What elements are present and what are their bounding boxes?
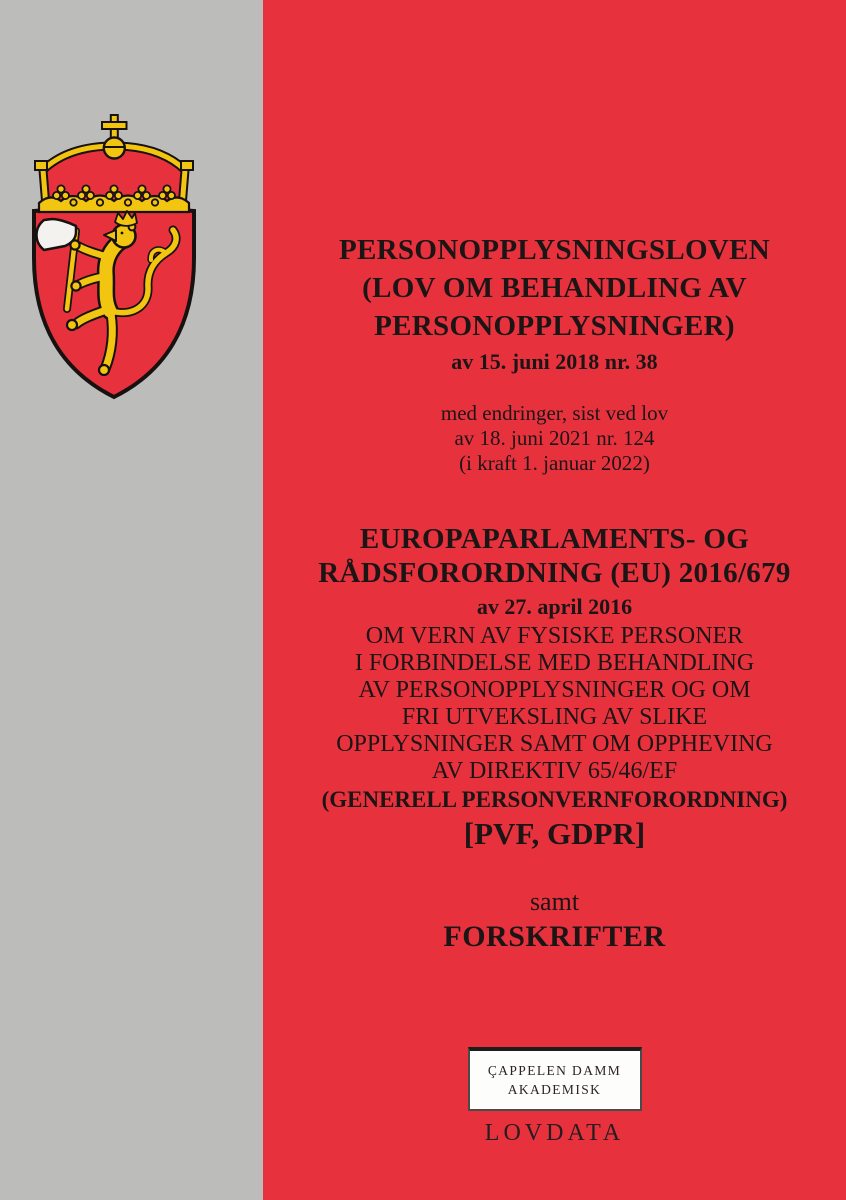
publisher-logo-box bbox=[468, 1047, 642, 1111]
publisher-logo-line-2: AKADEMISK bbox=[507, 1082, 602, 1097]
regulation-date-line: av 27. april 2016 bbox=[476, 594, 633, 619]
publisher-logo-line-1: ÇAPPELEN DAMM bbox=[487, 1063, 622, 1078]
amendment-line-1: med endringer, sist ved lov bbox=[440, 401, 669, 425]
addendum-block bbox=[263, 886, 846, 956]
regulation-heading-line-1: EUROPAPARLAMENTS- OG bbox=[359, 523, 750, 555]
red-cover-panel bbox=[263, 0, 846, 1200]
regulation-body-line-5: OPPLYSNINGER SAMT OM OPPHEVING bbox=[336, 731, 773, 757]
law-date-line: av 15. juni 2018 nr. 38 bbox=[451, 349, 658, 374]
regulation-body-line-2: I FORBINDELSE MED BEHANDLING bbox=[354, 650, 755, 676]
cover-title-line-1: PERSONOPPLYSNINGSLOVEN bbox=[339, 234, 770, 266]
regulation-abbreviation: [PVF, GDPR] bbox=[463, 816, 646, 851]
regulation-block bbox=[263, 522, 846, 853]
lovdata-logo: LOVDATA bbox=[484, 1120, 625, 1146]
norway-coat-of-arms bbox=[31, 110, 197, 400]
amendment-block bbox=[263, 401, 846, 476]
regulation-body-line-6: AV DIREKTIV 65/46/EF bbox=[431, 758, 678, 784]
addendum-title: FORSKRIFTER bbox=[443, 920, 666, 953]
title-block bbox=[263, 231, 846, 378]
cover-title-line-2: (LOV OM BEHANDLING AV bbox=[362, 272, 747, 304]
amendment-line-2: av 18. juni 2021 nr. 124 bbox=[454, 426, 655, 450]
addendum-connector: samt bbox=[529, 887, 580, 916]
regulation-heading-line-2: RÅDSFORORDNING (EU) 2016/679 bbox=[318, 557, 791, 589]
regulation-body-line-1: OM VERN AV FYSISKE PERSONER bbox=[365, 623, 744, 649]
cover-title-line-3: PERSONOPPLYSNINGER) bbox=[374, 310, 735, 342]
regulation-body-line-3: AV PERSONOPPLYSNINGER OG OM bbox=[358, 677, 751, 703]
regulation-parenthetical: (GENERELL PERSONVERNFORORDNING) bbox=[321, 787, 788, 812]
amendment-line-3: (i kraft 1. januar 2022) bbox=[459, 451, 650, 475]
regulation-body-line-4: FRI UTVEKSLING AV SLIKE bbox=[401, 704, 708, 730]
